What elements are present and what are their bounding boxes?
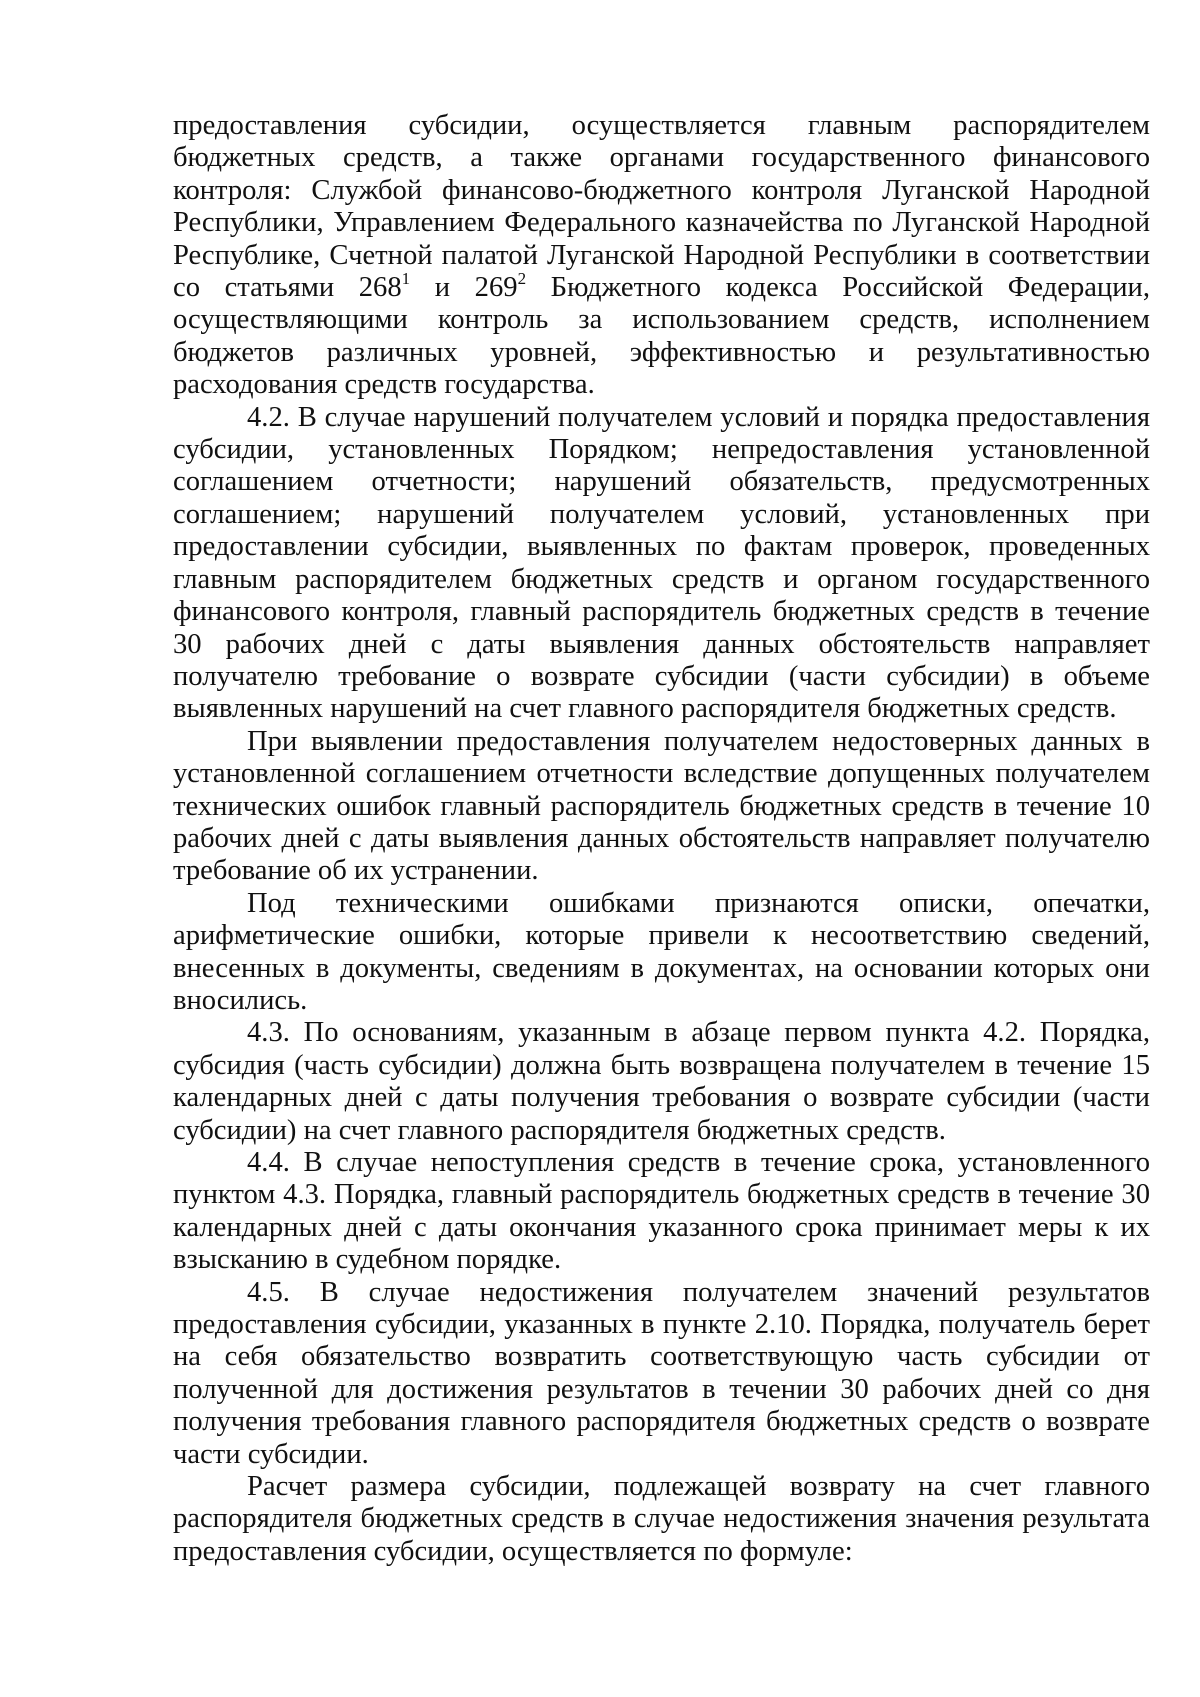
paragraph-text: Бюджетного кодекса Российской Федерации, осуществляющими контроль за использованием средств, исполнением бюджетов различных уровней, эффективностью и результативностью расходования средств государства. bbox=[173, 272, 1150, 401]
footnote-superscript: 1 bbox=[401, 268, 411, 288]
footnote-superscript: 2 bbox=[517, 268, 527, 288]
paragraph-4-3: 4.3. По основаниям, указанным в абзаце первом пункта 4.2. Порядка, субсидия (часть субсидии) должна быть возвращена получателем в течение 15 календарных дней с даты получения требования о возврате субсидии (части субсидии) на счет главного распорядителя бюджетных средств. bbox=[173, 1017, 1150, 1146]
paragraph-unreliable-data: При выявлении предоставления получателем недостоверных данных в установленной соглашением отчетности вследствие допущенных получателем технических ошибок главный распорядитель бюджетных средств в течение 10 рабочих дней с даты выявления данных обстоятельств направляет получателю требование об их устранении. bbox=[173, 725, 1150, 887]
paragraph-calculation: Расчет размера субсидии, подлежащей возврату на счет главного распорядителя бюджетных средств в случае недостижения значения результата предоставления субсидии, осуществляется по формуле: bbox=[173, 1471, 1150, 1567]
paragraph-text: и 269 bbox=[410, 272, 518, 304]
paragraph-4-2: 4.2. В случае нарушений получателем условий и порядка предоставления субсидии, установленных Порядком; непредоставления установленной соглашением отчетности; нарушений обязательств, предусмотренных соглашением; нарушений получателем условий, установленных при предоставлении субсидии, выявленных по фактам проверок, проведенных главным распорядителем бюджетных средств и органом государственного финансового контроля, главный распорядитель бюджетных средств в течение 30 рабочих дней с даты выявления данных обстоятельств направляет получателю требование о возврате субсидии (части субсидии) в объеме выявленных нарушений на счет главного распорядителя бюджетных средств. bbox=[173, 401, 1150, 725]
paragraph-control-bodies bbox=[173, 110, 1150, 402]
paragraph-text: предоставления субсидии, осуществляется главным распорядителем бюджетных средств, а также органами государственного финансового контроля: Службой финансово-бюджетного контроля Луганской Народной Республики, Управлением Федерального казначейства по Луганской Народной Республике, Счетной палатой Луганской Народной Республики в соответствии со статьями 268 bbox=[173, 110, 1150, 304]
paragraph-technical-errors: Под техническими ошибками признаются описки, опечатки, арифметические ошибки, которые привели к несоответствию сведений, внесенных в документы, сведениям в документах, на основании которых они вносились. bbox=[173, 887, 1150, 1016]
paragraph-4-5: 4.5. В случае недостижения получателем значений результатов предоставления субсидии, указанных в пункте 2.10. Порядка, получатель берет на себя обязательство возвратить соответствующую часть субсидии от полученной для достижения результатов в течении 30 рабочих дней со дня получения требования главного распорядителя бюджетных средств о возврате части субсидии. bbox=[173, 1276, 1150, 1470]
document-page bbox=[173, 110, 1150, 1568]
paragraph-4-4: 4.4. В случае непоступления средств в течение срока, установленного пунктом 4.3. Порядка, главный распорядитель бюджетных средств в течение 30 календарных дней с даты окончания указанного срока принимает меры к их взысканию в судебном порядке. bbox=[173, 1147, 1150, 1276]
